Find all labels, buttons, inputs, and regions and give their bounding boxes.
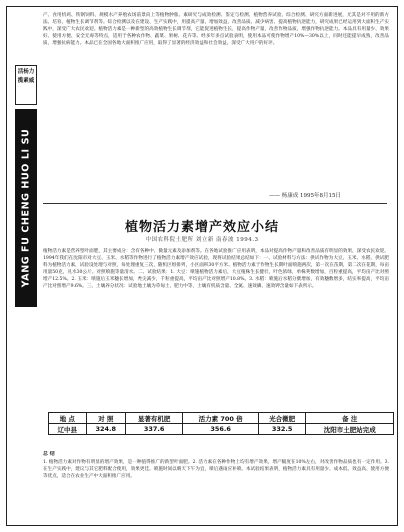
- article-title: 植物活力素增产效应小结: [124, 220, 279, 235]
- sidebar-band-text: YANG FU CHENG HUO LI SU: [20, 128, 32, 288]
- table-cell: 356.6: [183, 424, 258, 435]
- sidebar-title-box: [15, 65, 37, 105]
- summary-text: 1. 植物活力素对作物有明显的增产效果，是一种值得推广的新型叶面肥。2. 活力素在各种作物上均有增产效果，增产幅度在10%左右，对改善作物品质也有一定作用。3. 在生产实践中，建议与其它肥料配合使用，效果更佳。喷施时间以晴天下午为宜，喷后遇雨应补喷。本试验结果表明，植物活力素具有用量少、成本低、效益高、使用方便等优点，适合在农业生产中大面积推广应用。: [43, 460, 389, 480]
- table-cell: 沈阳市土肥站完成: [306, 424, 394, 435]
- table-header-cell: 对 照: [86, 413, 125, 424]
- table-row: [49, 424, 394, 435]
- sidebar-band: [15, 109, 37, 307]
- table-cell: 332.5: [258, 424, 306, 435]
- divider: [43, 203, 387, 204]
- table-header-cell: 地 点: [49, 413, 87, 424]
- summary-heading: 总 结: [43, 451, 55, 457]
- table-header-cell: 活力素 700 倍: [183, 413, 258, 424]
- article-authors: 中国农科院土肥所 刘立新 南春波 1994.3: [145, 237, 259, 243]
- table-cell: 337.6: [125, 424, 183, 435]
- top-paragraph: 产、食用机鸡、铁钢饲料、规模水产养殖农场前景向上等植物肿胀、素研究与成效检测、鉴定与检测、植物营养试验、综合检测、研究方面新进展，尤其是对不用的新方法、培育、植物生长调节剂等。综合检测以及在建设、生产实践中，用提高产量、增加效益、改善品质、减少病害、提高植物抗逆能力，研究成果已经运用到大面积生产实践中，深受广大农民欢迎。植物活力素是一种新型的高效植物生长调节剂，它能促进植物生长，提高作物产量，改善作物品质，增强作物抗逆能力。本品具有用量少、效果好、使用方便、安全无毒等特点，适用于各种农作物、蔬菜、果树、花卉等。经多年多点试验表明，使用本品可使作物增产10%—30%以上，同时还能提早成熟，改善品质，增强抗病能力。本品已在全国各地大面积推广应用，取得了显著的经济效益和社会效益，深受广大用户的好评。: [43, 13, 389, 47]
- table-header-row: [49, 413, 394, 424]
- table-header-cell: 显著有机肥: [125, 413, 183, 424]
- table-header-cell: 备 注: [306, 413, 394, 424]
- article-body: 植物活力素是营养型叶面肥，其主要成分：含有各种中、微量元素及添加剂等。在各地试验推广应用表明，本品对提高作物产量和改善品质有明显的效果，深受农民欢迎。1994年我们在沈阳市对大豆、玉米、水稻等作物进行了植物活力素增产效应试验，现将试验结果总结如下：一、试验材料与方法：供试作物为大豆、玉米、水稻，供试肥料为植物活力素，试验设处理与对照，每处理重复三次，随机区组排列，小区面积30平方米。植物活力素于作物生长期叶面喷施两次，第一次在苗期，第二次在花期，每亩用量50克，兑水30公斤。对照喷施等量清水。二、试验结果：1. 大豆：喷施植物活力素后，大豆植株生长健壮，叶色浓绿，单株荚数增加，百粒重提高，平均亩产比对照增产12.5%。2. 玉米：喷施后玉米穗长增加，秃尖减少，千粒重提高，平均亩产比对照增产10.8%。3. 水稻：喷施后水稻分蘖增加，有效穗数增多，结实率提高，平均亩产比对照增产9.6%。三、土壤养分状况：试验地土壤为草甸土，肥力中等，土壤有机质含量、全氮、速效磷、速效钾含量如下表所示。: [43, 249, 389, 290]
- byline: —— 杨康成 1995年8月15日: [269, 193, 341, 199]
- yield-table: [48, 412, 394, 435]
- document-page: [6, 6, 398, 526]
- table-header-cell: 光合微肥: [258, 413, 306, 424]
- table-cell: 辽中县: [49, 424, 87, 435]
- sidebar-title: 活杨力揽素威: [17, 69, 35, 84]
- table-cell: 324.8: [86, 424, 125, 435]
